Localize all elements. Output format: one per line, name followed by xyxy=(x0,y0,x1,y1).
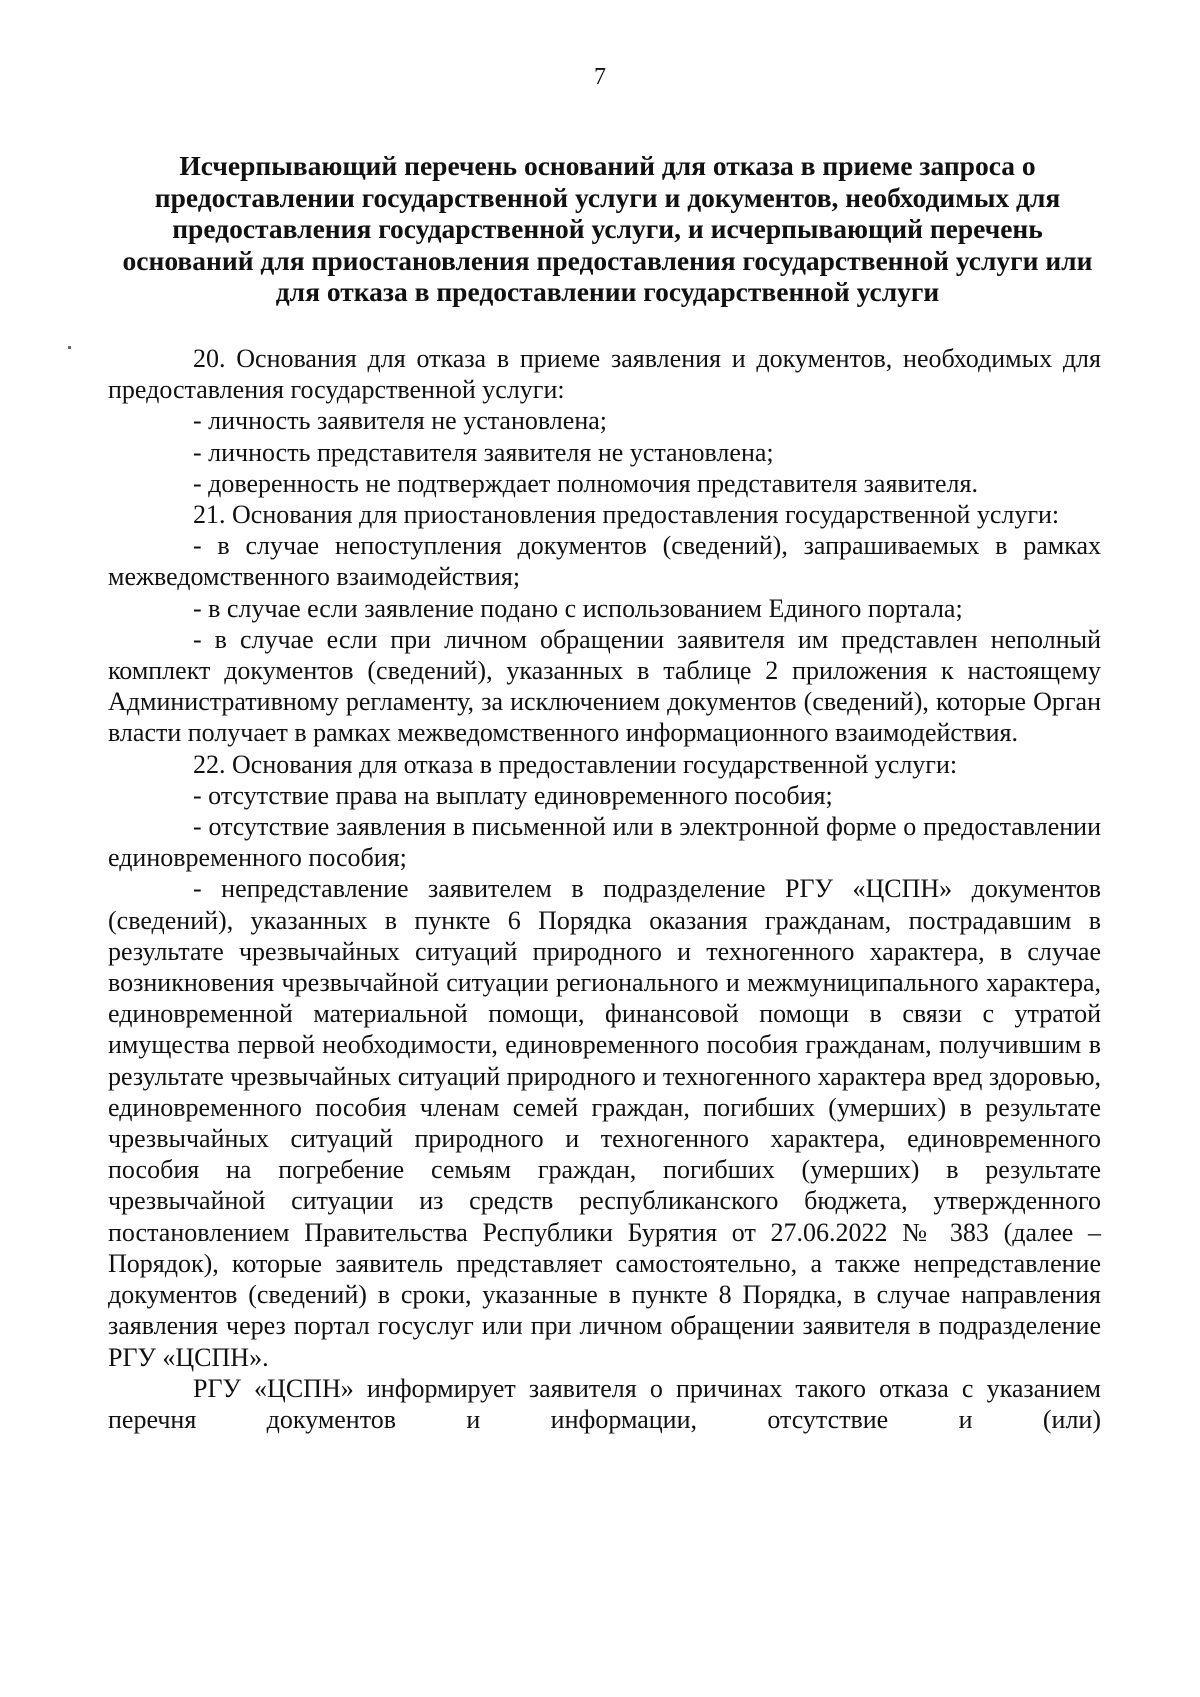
section-title: Исчерпывающий перечень оснований для отказа в приеме запроса о предоставлении государственной услуги и документов, необходимых для предоставления государственной услуги, и исчерпывающий перечень оснований для приостановления предоставления государственной услуги или для отказа в предоставлении государственной услуги xyxy=(122,150,1093,307)
paragraph-22: 22. Основания для отказа в предоставлении государственной услуги: xyxy=(193,749,958,779)
list-item: - непредставление заявителем в подразделение РГУ «ЦСПН» документов (сведений), указанных в пункте 6 Порядка оказания гражданам, пострадавшим в результате чрезвычайных ситуаций природного и техногенного характера, в случае возникновения чрезвычайной ситуации регионального и межмуниципального характера, единовременной материальной помощи, финансовой помощи в связи с утратой имущества первой необходимости, единовременного пособия гражданам, получившим в результате чрезвычайных ситуаций природного и техногенного характера вред здоровью, единовременного пособия членам семей граждан, погибших (умерших) в результате чрезвычайных ситуаций природного и техногенного характера, единовременного пособия на погребение семьям граждан, погибших (умерших) в результате чрезвычайной ситуации из средств республиканского бюджета, утвержденного постановлением Правительства Республики Бурятия от 27.06.2022 № 383 (далее – Порядок), которые заявитель представляет самостоятельно, а также непредставление документов (сведений) в сроки, указанные в пункте 8 Порядка, в случае направления заявления через портал госуслуг или при личном обращении заявителя в подразделение РГУ «ЦСПН». xyxy=(108,874,1101,1372)
paragraph-continued: РГУ «ЦСПН» информирует заявителя о причинах такого отказа с указанием перечня документов и информации, отсутствие и (или) xyxy=(108,1373,1101,1434)
list-item: - доверенность не подтверждает полномочия представителя заявителя. xyxy=(193,468,978,498)
page-number: 7 xyxy=(594,64,606,90)
list-item: - в случае если заявление подано с использованием Единого портала; xyxy=(193,593,963,623)
paragraph-21: 21. Основания для приостановления предоставления государственной услуги: xyxy=(193,500,1060,530)
document-body xyxy=(108,343,1101,1435)
paragraph-20: 20. Основания для отказа в приеме заявления и документов, необходимых для предоставления государственной услуги: xyxy=(108,344,1101,405)
list-item: - отсутствие права на выплату единовременного пособия; xyxy=(193,780,833,810)
list-item: - в случае непоступления документов (сведений), запрашиваемых в рамках межведомственного взаимодействия; xyxy=(108,531,1101,592)
list-item: - в случае если при личном обращении заявителя им представлен неполный комплект документов (сведений), указанных в таблице 2 приложения к настоящему Административному регламенту, за исключением документов (сведений), которые Орган власти получает в рамках межведомственного информационного взаимодействия. xyxy=(108,624,1101,748)
list-item: - отсутствие заявления в письменной или в электронной форме о предоставлении единовременного пособия; xyxy=(108,812,1101,873)
list-item: - личность представителя заявителя не установлена; xyxy=(193,437,774,467)
scan-mark xyxy=(68,346,71,349)
list-item: - личность заявителя не установлена; xyxy=(193,406,607,436)
